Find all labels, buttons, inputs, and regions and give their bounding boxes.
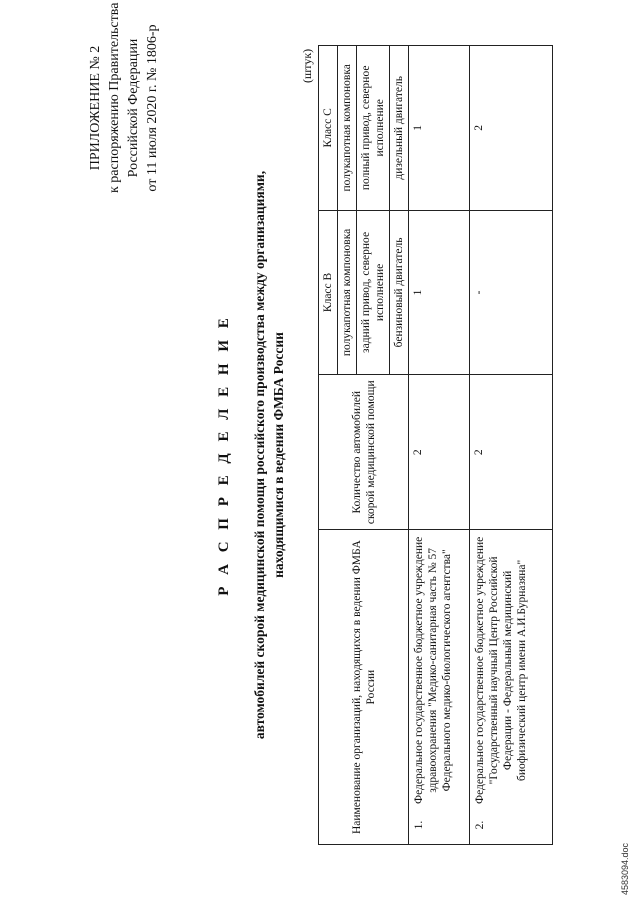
unit-label: (штук)	[300, 48, 314, 83]
organization-name-line: Федеральное государственное бюджетное учреждение	[413, 536, 425, 804]
organization-name	[470, 535, 532, 806]
header-class-b-layout: полукапотная компоновка	[338, 210, 357, 375]
appendix-block	[86, 2, 162, 193]
header-quantity: Количество автомобилей скорой медицинской помощи	[319, 375, 409, 530]
appendix-government-line: Российской Федерации	[126, 38, 141, 178]
header-class-c-engine: дизельный двигатель	[390, 46, 409, 211]
quantity-cell: 2	[409, 375, 470, 530]
document-file-reference: 4583094.doc	[620, 842, 630, 895]
table-row	[470, 46, 553, 845]
class-c-cell: 2	[470, 46, 553, 211]
table-row	[409, 46, 470, 845]
organization-name-line: Федерации - Федеральный медицинский	[502, 570, 514, 771]
quantity-cell: 2	[470, 375, 553, 530]
class-b-cell: 1	[409, 210, 470, 375]
organization-name-line: Федеральное государственное бюджетное учреждение	[474, 536, 486, 804]
header-row-classes	[319, 46, 338, 845]
row-number: 1.	[413, 820, 425, 830]
document-subtitle-line1: автомобилей скорой медицинской помощи российского производства между организациями,	[252, 170, 267, 740]
organization-name-line: "Государственный научный Центр Российской	[488, 556, 500, 785]
document-subtitle-line2: находящимися в ведении ФМБА России	[271, 332, 286, 578]
class-b-cell: -	[470, 210, 553, 375]
appendix-date-line: от 11 июля 2020 г. № 1806-р	[145, 24, 160, 192]
header-class-c: Класс C	[319, 46, 338, 211]
organization-name	[409, 535, 457, 806]
organization-cell	[409, 530, 470, 845]
row-number: 2.	[474, 820, 486, 830]
organization-name-line: здравоохранения "Медико-санитарная часть № 57	[427, 547, 439, 793]
appendix-order-line: к распоряжению Правительства	[107, 2, 122, 193]
document-title: Р А С П Р Е Д Е Л Е Н И Е	[216, 314, 232, 596]
organization-cell	[470, 530, 553, 845]
header-class-c-layout: полукапотная компоновка	[338, 46, 357, 211]
header-class-b-engine: бензиновый двигатель	[390, 210, 409, 375]
class-c-cell: 1	[409, 46, 470, 211]
header-organization-name: Наименование организаций, находящихся в ведении ФМБА России	[319, 530, 409, 845]
header-class-b-drive: задний привод, северное исполнение	[357, 210, 390, 375]
organization-name-line: биофизический центр имени А.И.Бурназяна"	[516, 559, 528, 782]
distribution-table	[318, 45, 553, 845]
appendix-number: ПРИЛОЖЕНИЕ № 2	[88, 45, 103, 171]
header-class-b: Класс B	[319, 210, 338, 375]
organization-name-line: Федерального медико-биологического агентства"	[441, 549, 453, 792]
header-class-c-drive: полный привод, северное исполнение	[357, 46, 390, 211]
